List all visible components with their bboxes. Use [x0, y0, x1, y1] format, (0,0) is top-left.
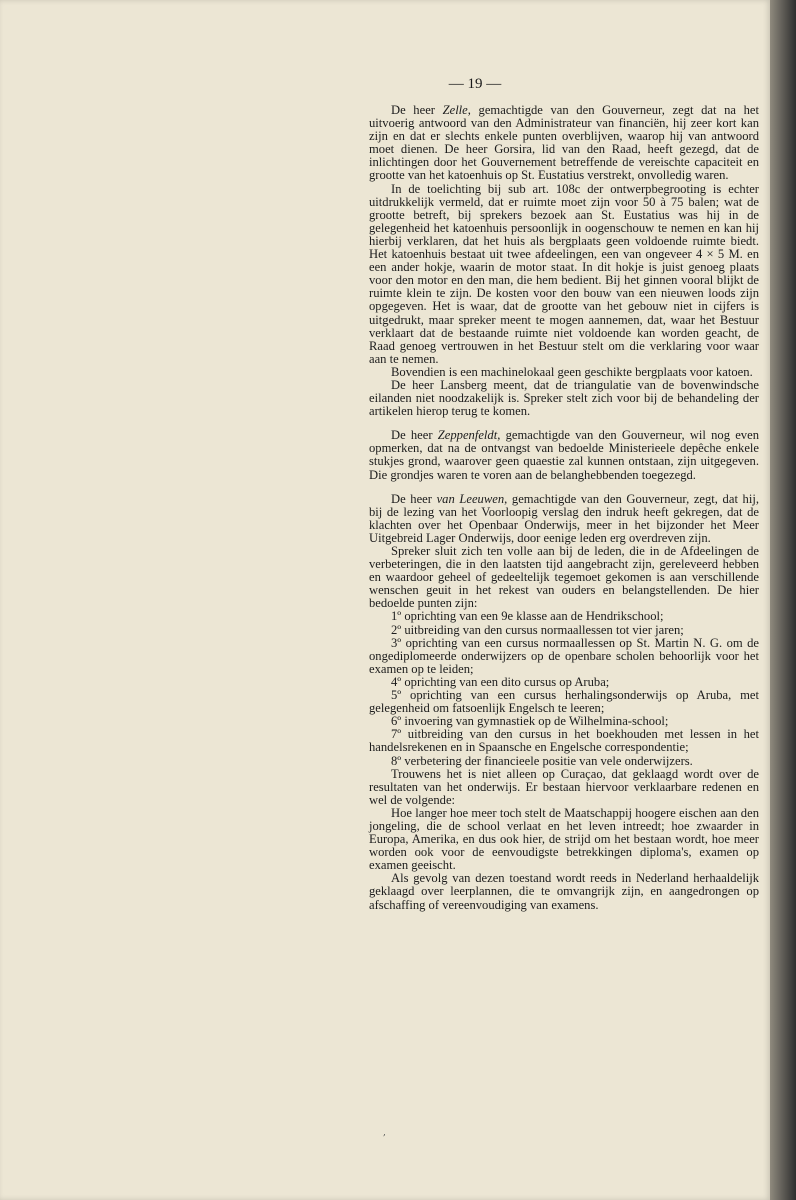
- paragraph: 2º uitbreiding van den cursus normaallessen tot vier jaren;: [391, 622, 684, 637]
- page-number: — 19 —: [448, 76, 502, 92]
- paragraph: 4º oprichting van een dito cursus op Aruba;: [391, 674, 610, 689]
- paragraph: 8º verbetering der financieele positie van vele onderwijzers.: [391, 753, 693, 768]
- speaker-name: Zeppenfeldt: [437, 428, 498, 443]
- paragraph: Als gevolg van dezen toestand wordt reeds in Nederland herhaaldelijk geklaagd over leerplannen, die te omvangrijk zijn, en aangedrongen op afschaffing of vereenvoudiging van examens.: [369, 871, 759, 912]
- paragraph: De heer Lansberg meent, dat de triangulatie van de bovenwindsche eilanden niet noodzakelijk is. Spreker stelt zich voor bij de behandeling der artikelen hierop terug te komen.: [369, 377, 759, 419]
- paragraph-text: , gemachtigde van den Gouverneur, zegt, dat hij, bij de lezing van het Voorloopig verslag den indruk heeft gekregen, dat de klachten over het Openbaar Onderwijs, meer in het bijzonder het Meer Uitgebreid Lager Onderwijs, door eenige leden erg overdreven zijn.: [369, 491, 759, 545]
- paragraph-text: , gemachtigde van den Gouverneur, zegt dat na het uitvoerig antwoord van den Administrateur van financiën, hij zeer kort kan zijn en dat er slechts enkele punten overblijven, waarop hij van antwoord moet dienen. De heer Gorsira, lid van den Raad, heeft gezegd, dat de inlichtingen door het Gouvernement betreffende de vereischte capaciteit en grootte van het katoenhuis op St. Eustatius verstrekt, onvolledig waren.: [369, 103, 759, 183]
- speaker-intro: De heer: [391, 428, 438, 443]
- speaker-name: Zelle: [442, 103, 468, 117]
- scan-border: [770, 0, 796, 1200]
- stray-ink-mark: ,: [383, 1128, 386, 1138]
- speaker-intro: De heer: [391, 103, 443, 117]
- paragraph: [369, 104, 759, 183]
- paragraph: [369, 429, 759, 481]
- paragraph: 7º uitbreiding van den cursus in het boekhouden met lessen in het handelsrekenen en in Spaansche en Engelsche correspondentie;: [369, 727, 759, 755]
- text-column: [369, 104, 759, 912]
- paragraph: 1º oprichting van een 9e klasse aan de Hendrikschool;: [391, 609, 664, 624]
- paragraph: In de toelichting bij sub art. 108c der ontwerpbegrooting is echter uitdrukkelijk vermeld, dat er ruimte moet zijn voor 50 à 75 balen; wat de grootte betreft, bij sprekers bezoek aan St. Eustatius was hij in de gelegenheid het katoenhuis persoonlijk in oogenschouw te nemen en kan hij hierbij verklaren, dat het huis als bergplaats geen voldoende ruimte biedt. Het katoenhuis bestaat uit twee afdeelingen, een van ongeveer 4 × 5 M. en een ander hokje, waarin de motor staat. In dit hokje is juist genoeg plaats voor den motor en den man, die hem bedient. Bij het ginnen vooral blijkt de ruimte klein te zijn. De kosten voor den bouw van een nieuwen loods zijn opgegeven. Het is waar, dat de grootte van het gebouw niet in cijfers is uitgedrukt, maar spreker meent te mogen aannemen, dat, waar het Bestuur verklaart dat de bestaande ruimte niet voldoende kan worden geacht, de Raad genoeg vertrouwen in het Bestuur stelt om die verklaring voor waar aan te nemen.: [369, 181, 759, 366]
- speaker-name: van Leeuwen: [436, 491, 505, 506]
- paragraph: 5º oprichting van een cursus herhalingsonderwijs op Aruba, met gelegenheid om fatsoenlijk Engelsch te leeren;: [369, 688, 759, 716]
- paragraph: 3º oprichting van een cursus normaallessen op St. Martin N. G. om de ongediplomeerde onderwijzers op de openbare scholen behoorlijk voor het examen op te leiden;: [369, 635, 759, 676]
- paragraph: Spreker sluit zich ten volle aan bij de leden, die in de Afdeelingen de verbeteringen, die in den laatsten tijd aangebracht zijn, gereleveerd hebben en waardoor geheel of gedeeltelijk tegemoet gekomen is aan verschillende wenschen geuit in het rekest van ouders en belangstellenden. De hier bedoelde punten zijn:: [369, 544, 759, 611]
- paragraph: Bovendien is een machinelokaal geen geschikte bergplaats voor katoen.: [391, 364, 753, 379]
- paragraph: 6º invoering van gymnastiek op de Wilhelmina-school;: [391, 714, 669, 729]
- paragraph: Hoe langer hoe meer toch stelt de Maatschappij hoogere eischen aan den jongeling, die de school verlaat en het leven intreedt; hoe zwaarder in Europa, Amerika, en dus ook hier, de strijd om het bestaan wordt, hoe meer worden ook voor de eenvoudigste betrekkingen diploma's, examen op examen geeischt.: [369, 805, 759, 873]
- paragraph-text: , gemachtigde van den Gouverneur, wil nog even opmerken, dat na de ontvangst van bedoelde Ministerieele depêche enkele stukjes grond, waarover geen quaestie zal kunnen ontstaan, zijn uitgegeven. Die grondjes waren te voren aan de belanghebbenden toegezegd.: [369, 428, 759, 482]
- paragraph: Trouwens het is niet alleen op Curaçao, dat geklaagd wordt over de resultaten van het onderwijs. Er bestaan hiervoor verklaarbare redenen en wel de volgende:: [369, 766, 759, 807]
- paragraph: [369, 493, 759, 545]
- speaker-intro: De heer: [391, 491, 437, 506]
